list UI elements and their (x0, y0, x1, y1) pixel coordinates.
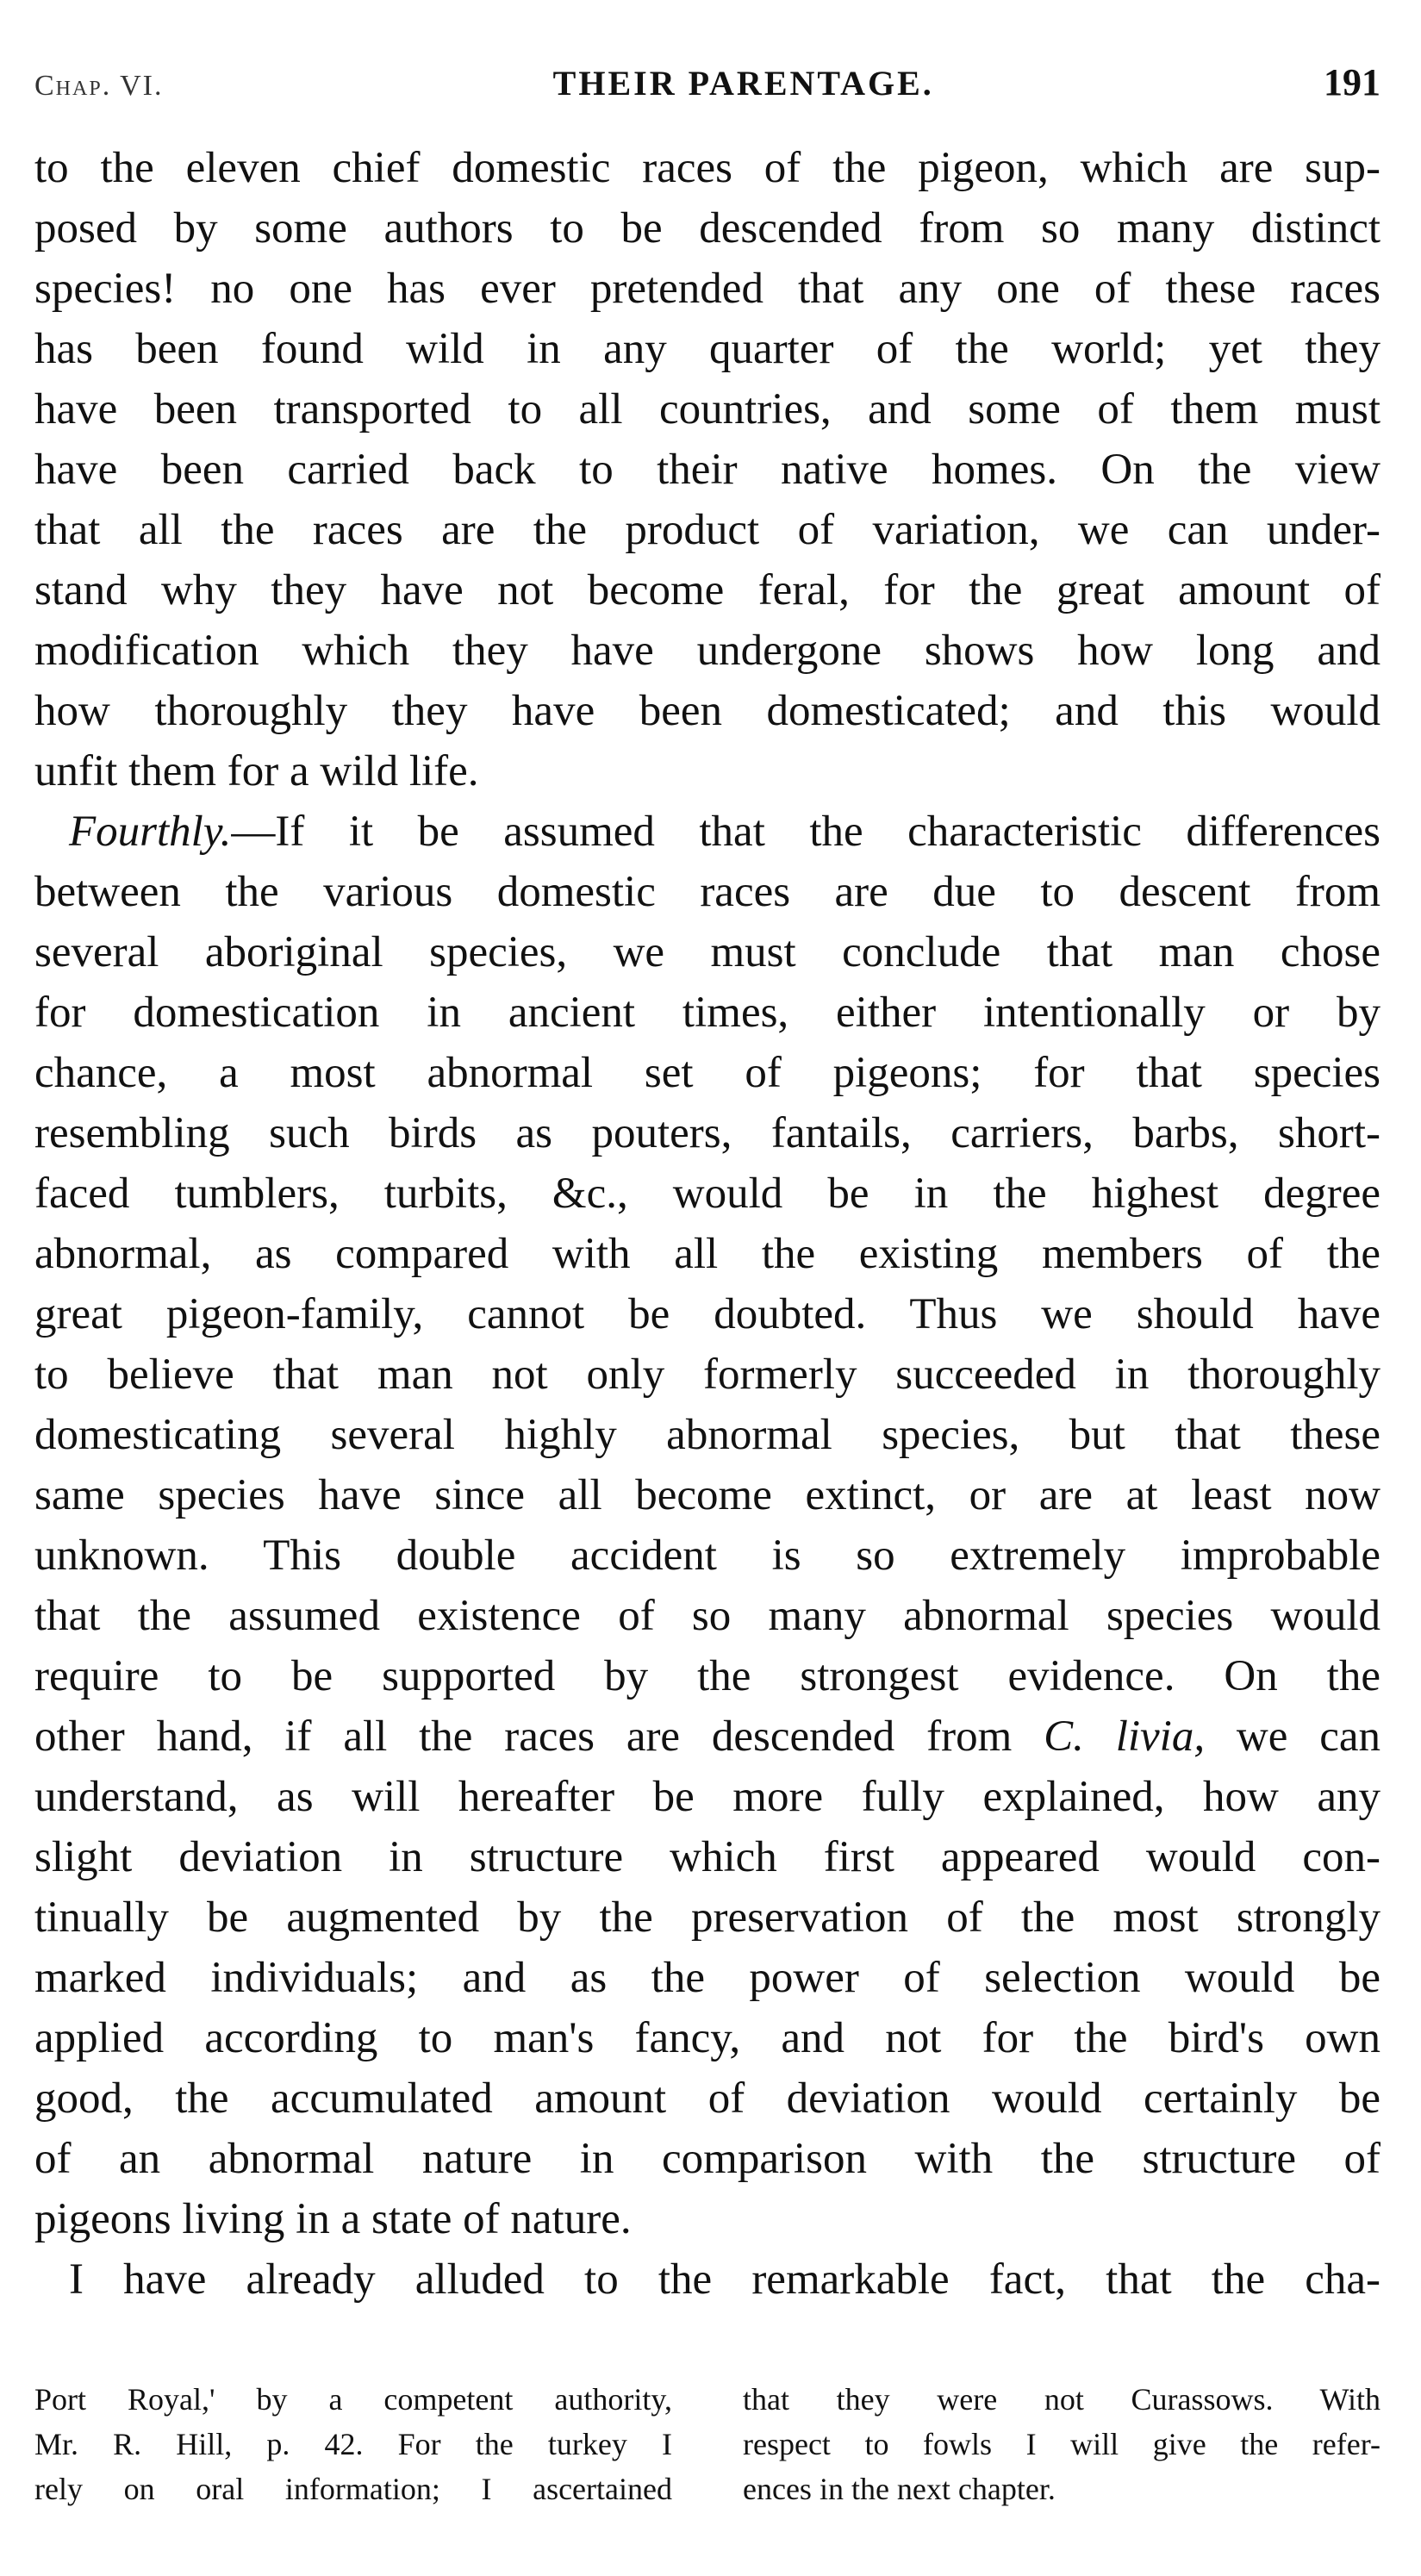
paragraph-start-line (34, 801, 1380, 862)
text-line: stand why they have not become feral, for the great amount of (34, 566, 1380, 614)
running-header (34, 60, 1380, 121)
text-line: have been carried back to their native homes. On the view (34, 446, 1380, 494)
text-line: for domestication in ancient times, either intentionally or by (34, 989, 1380, 1037)
text-line: that all the races are the product of variation, we can under- (34, 506, 1380, 554)
text-line: resembling such birds as pouters, fantails, carriers, barbs, short- (34, 1109, 1380, 1157)
text-line: to the eleven chief domestic races of the pigeon, which are sup- (34, 144, 1380, 192)
footnote-line: respect to fowls I will give the refer- (743, 2427, 1380, 2461)
text-line: require to be supported by the strongest evidence. On the (34, 1652, 1380, 1700)
text-line: unfit them for a wild life. (34, 747, 479, 795)
text-line: I have already alluded to the remarkable fact, that the cha- (69, 2255, 1380, 2304)
text-line: abnormal, as compared with all the existing members of the (34, 1230, 1380, 1278)
text-line: pigeons living in a state of nature. (34, 2195, 632, 2243)
text-line: to believe that man not only formerly succeeded in thoroughly (34, 1350, 1380, 1399)
text-line: understand, as will hereafter be more fully explained, how any (34, 1773, 1380, 1821)
text-line: posed by some authors to be descended from so many distinct (34, 204, 1380, 253)
page-number: 191 (1323, 61, 1380, 103)
text-segment: we can (1205, 1712, 1380, 1761)
text-line: have been transported to all countries, and some of them must (34, 385, 1380, 433)
text-line: tinually be augmented by the preservation of the most strongly (34, 1893, 1380, 1942)
species-name: C. livia, (1044, 1712, 1206, 1761)
text-line: species! no one has ever pretended that any one of these races (34, 265, 1380, 313)
footnote-line: rely on oral information; I ascertained (34, 2472, 672, 2506)
text-line: modification which they have undergone shows how long and (34, 627, 1380, 675)
text-line: slight deviation in structure which first appeared would con- (34, 1833, 1380, 1881)
footnote-line: Port Royal,' by a competent authority, (34, 2382, 672, 2417)
footnote-line: ences in the next chapter. (743, 2472, 1056, 2506)
footnote-left-column (34, 2377, 672, 2511)
text-line: faced tumblers, turbits, &c., would be in the highest degree (34, 1169, 1380, 1218)
running-title: THEIR PARENTAGE. (552, 64, 934, 103)
text-line: marked individuals; and as the power of selection would be (34, 1954, 1380, 2002)
page (34, 60, 1380, 2310)
text-line: between the various domestic races are due to descent from (34, 868, 1380, 916)
footnote-line: that they were not Curassows. With (743, 2382, 1380, 2417)
text-line: applied according to man's fancy, and not for the bird's own (34, 2014, 1380, 2062)
text-line: domesticating several highly abnormal species, but that these (34, 1411, 1380, 1459)
footnotes (34, 2377, 1380, 2511)
text-line: good, the accumulated amount of deviation would certainly be (34, 2074, 1380, 2123)
text-line: has been found wild in any quarter of the world; yet they (34, 325, 1380, 373)
text-line: several aboriginal species, we must conclude that man chose (34, 928, 1380, 976)
body-text (34, 138, 1380, 2310)
footnote-right-column (743, 2377, 1380, 2511)
text-line-with-species (34, 1706, 1380, 1767)
fourthly-label: Fourthly. (69, 808, 232, 856)
text-line: same species have since all become extinct, or are at least now (34, 1471, 1380, 1519)
chapter-label: Chap. VI. (34, 70, 164, 102)
text-line: how thoroughly they have been domesticated; and this would (34, 687, 1380, 735)
footnote-line: Mr. R. Hill, p. 42. For the turkey I (34, 2427, 672, 2461)
text-line: unknown. This double accident is so extremely improbable (34, 1531, 1380, 1580)
text-segment: —If it be assumed that the characteristic differences (231, 808, 1380, 856)
text-segment: other hand, if all the races are descended from (34, 1712, 1044, 1761)
text-line: of an abnormal nature in comparison with the structure of (34, 2135, 1380, 2183)
text-line: great pigeon-family, cannot be doubted. Thus we should have (34, 1290, 1380, 1338)
text-line: chance, a most abnormal set of pigeons; for that species (34, 1049, 1380, 1097)
text-line: that the assumed existence of so many abnormal species would (34, 1592, 1380, 1640)
